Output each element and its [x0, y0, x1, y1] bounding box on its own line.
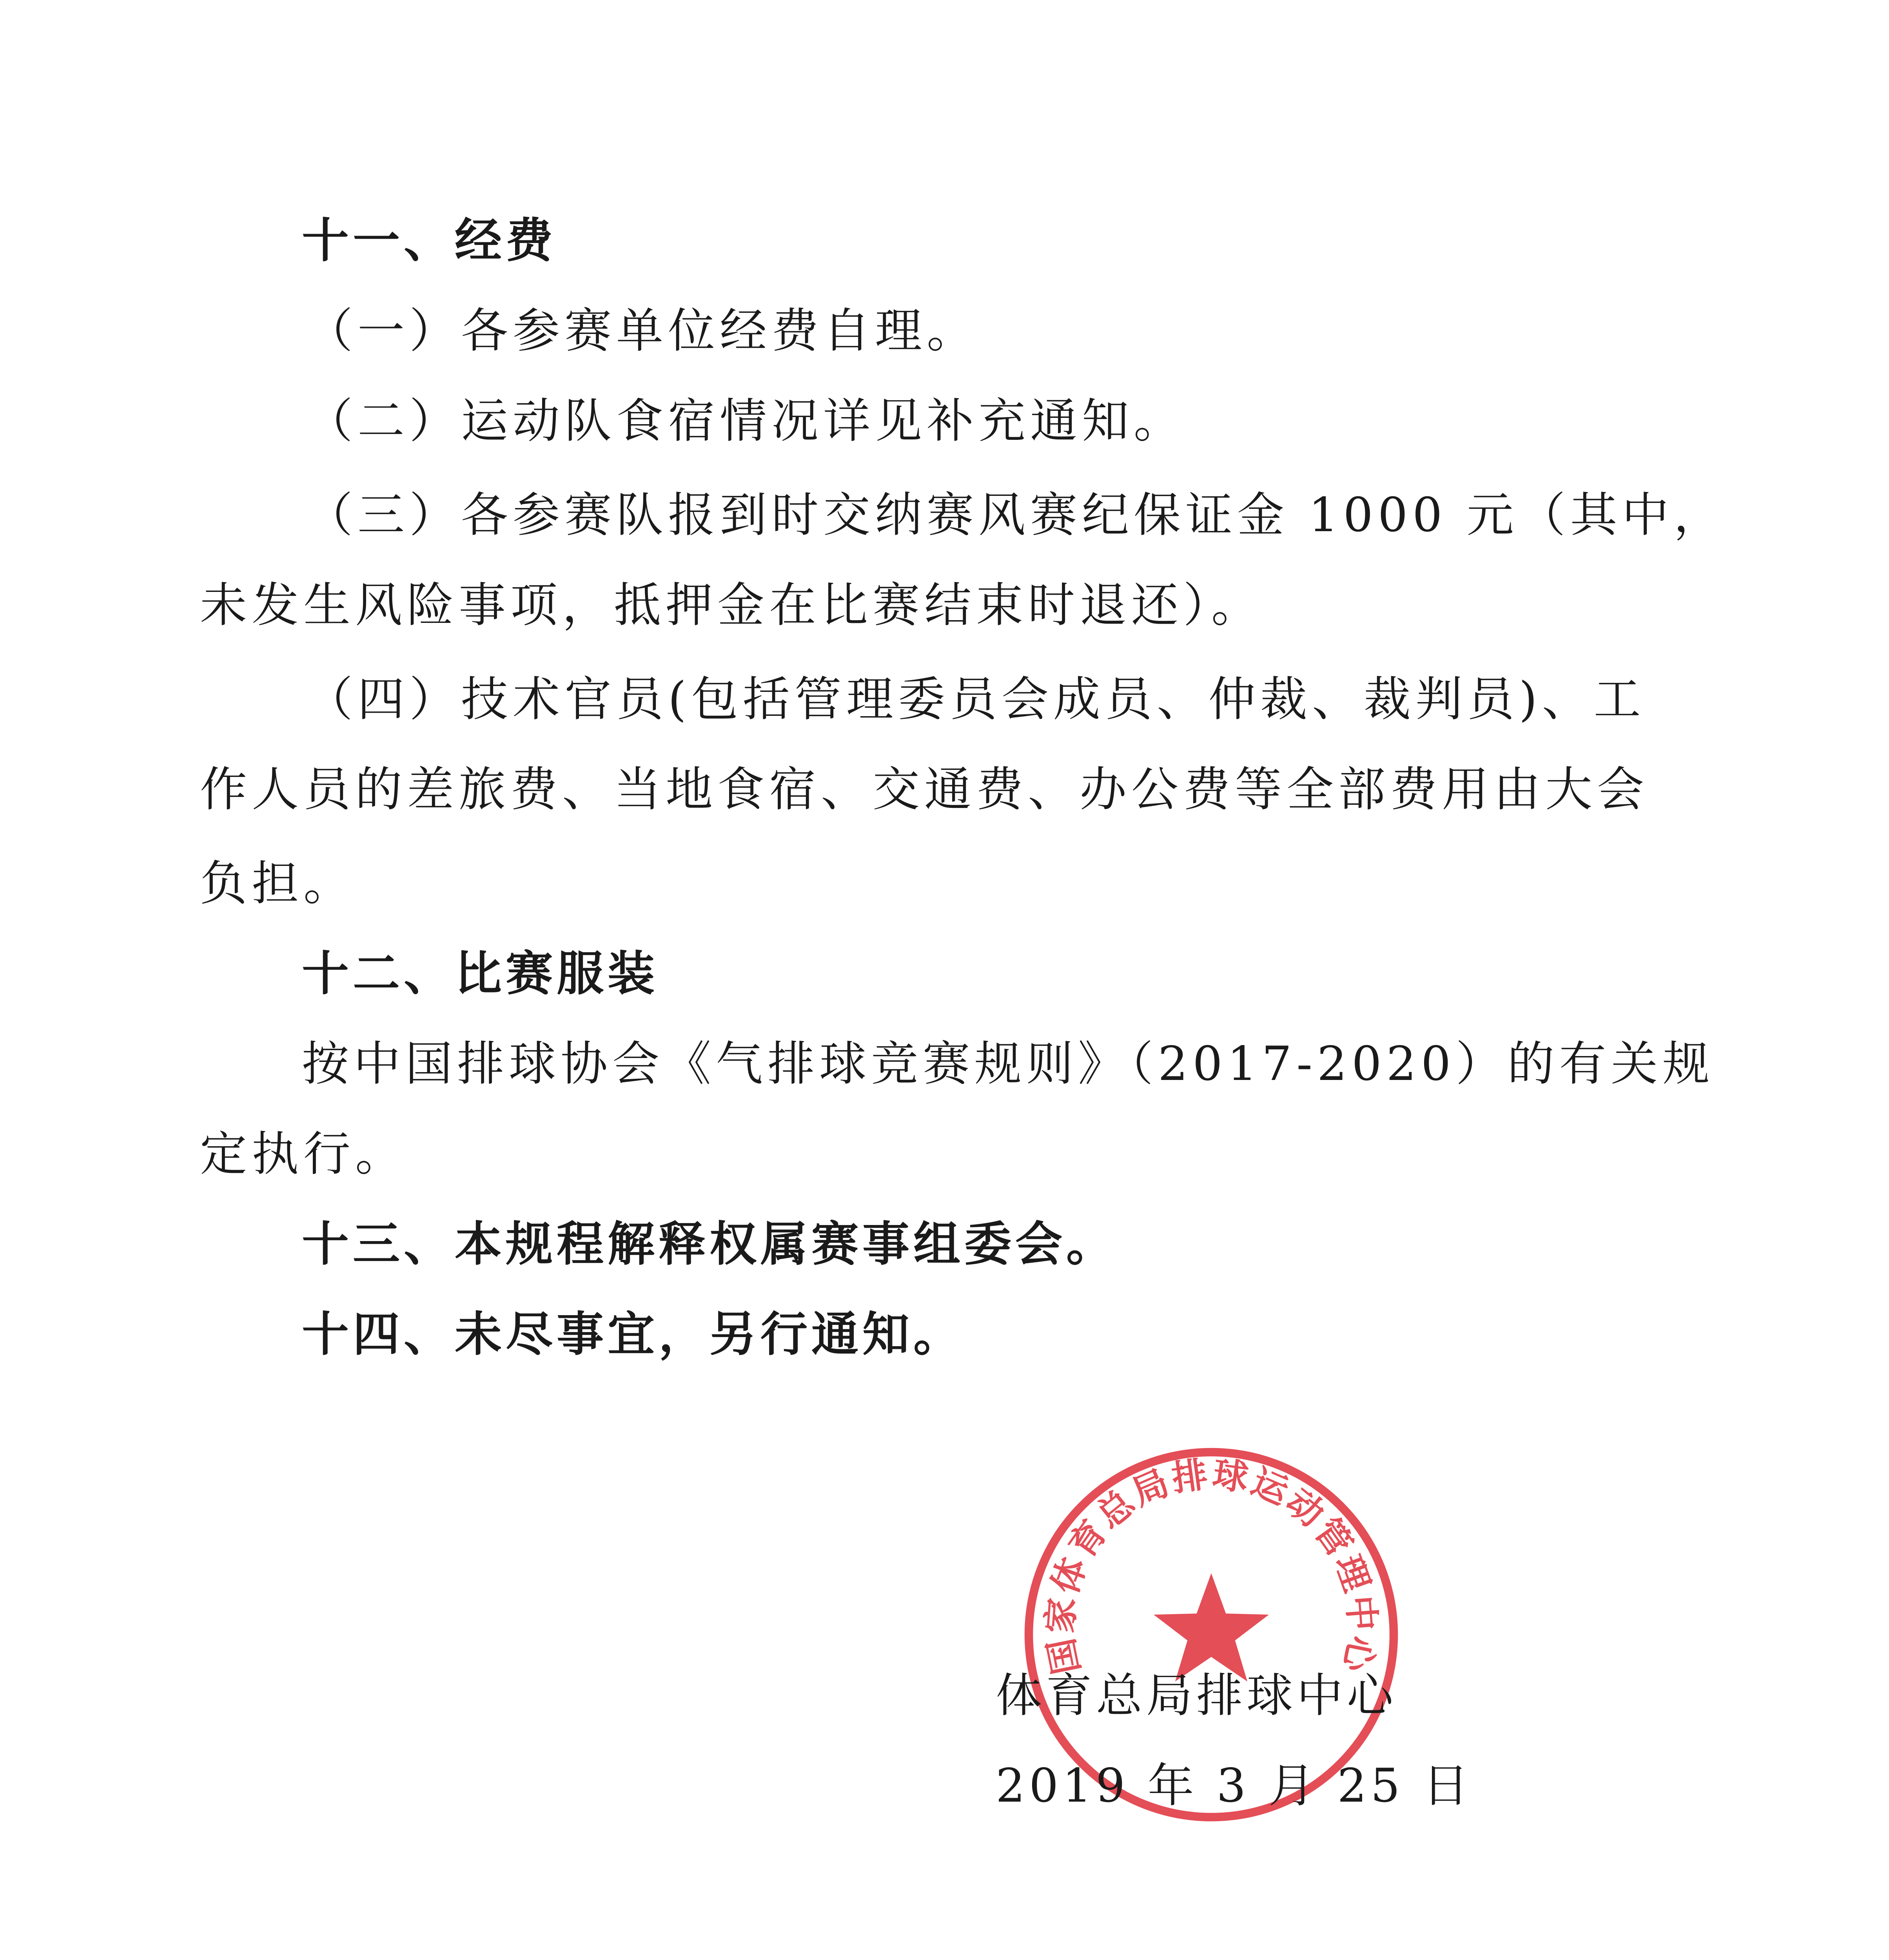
section-11-item-4-cont-2: 负担。 [200, 857, 355, 911]
section-12-heading: 十二、比赛服装 [302, 947, 659, 1001]
section-11-item-2: （二）运动队食宿情况详见补充通知。 [306, 394, 1185, 448]
signature-organization: 体育总局排球中心 [996, 1668, 1397, 1722]
section-11-item-4-cont-1: 作人员的差旅费、当地食宿、交通费、办公费等全部费用由大会 [200, 762, 1649, 817]
seal-star-icon [1154, 1573, 1269, 1681]
section-13-heading: 十三、本规程解释权属赛事组委会。 [302, 1217, 1117, 1272]
section-11-item-4: （四）技术官员(包括管理委员会成员、仲裁、裁判员)、工 [306, 672, 1646, 727]
section-11-item-3: （三）各参赛队报到时交纳赛风赛纪保证金 1000 元（其中， [306, 488, 1726, 543]
section-11-item-3-cont: 未发生风险事项，抵押金在比赛结束时退还）。 [200, 578, 1263, 633]
section-12-line-2: 定执行。 [200, 1127, 407, 1181]
signature-date: 2019 年 3 月 25 日 [996, 1759, 1473, 1813]
section-11-heading: 十一、经费 [302, 214, 557, 268]
section-12-line-1: 按中国排球协会《气排球竞赛规则》（2017-2020）的有关规 [302, 1037, 1715, 1091]
section-11-item-1: （一）各参赛单位经费自理。 [306, 304, 978, 358]
section-14-heading: 十四、未尽事宜，另行通知。 [302, 1307, 964, 1362]
seal-text: 国家体育总局排球运动管理中心 [1039, 1453, 1383, 1678]
